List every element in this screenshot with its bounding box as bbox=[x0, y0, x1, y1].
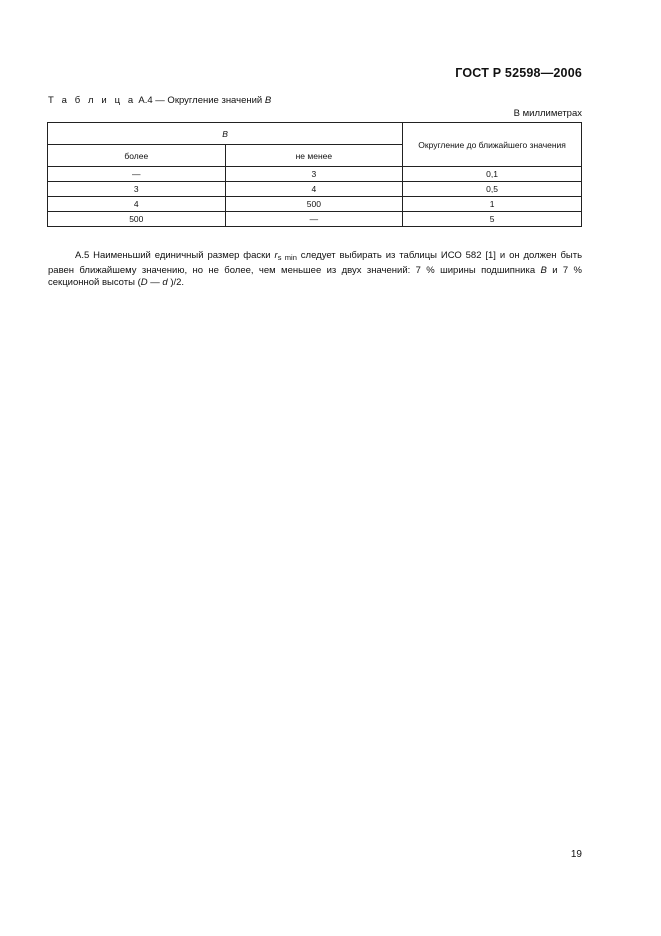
rounding-table bbox=[47, 122, 582, 227]
table-caption-title: А.4 — Округление значений bbox=[138, 95, 263, 106]
cell-more: 4 bbox=[48, 197, 226, 212]
units-note: В миллиметрах bbox=[513, 108, 582, 119]
table-row bbox=[48, 197, 582, 212]
cell-more: 3 bbox=[48, 182, 226, 197]
paragraph-text-1: А.5 Наименьший единичный размер фаски bbox=[75, 250, 275, 261]
cell-not-less: 500 bbox=[225, 197, 403, 212]
table-caption-variable: B bbox=[264, 95, 272, 106]
cell-not-less: 3 bbox=[225, 167, 403, 182]
subscript-s-min: s min bbox=[277, 253, 297, 262]
paragraph-text-5: )/2. bbox=[167, 277, 185, 288]
paragraph-text-4: — bbox=[147, 277, 163, 288]
variable-b: B bbox=[540, 264, 547, 276]
variable-r: r bbox=[274, 250, 278, 261]
cell-more: — bbox=[48, 167, 226, 182]
cell-rounding: 0,1 bbox=[403, 167, 582, 182]
table-row bbox=[48, 212, 582, 227]
header-group-b: B bbox=[48, 123, 403, 145]
cell-rounding: 1 bbox=[403, 197, 582, 212]
variable-d-outer: D bbox=[140, 277, 148, 288]
variable-d-inner: d bbox=[162, 277, 168, 288]
cell-not-less: — bbox=[225, 212, 403, 227]
header-not-less: не менее bbox=[225, 145, 403, 167]
table-row bbox=[48, 182, 582, 197]
page-number: 19 bbox=[570, 849, 582, 860]
document-code: ГОСТ Р 52598—2006 bbox=[455, 66, 582, 80]
cell-rounding: 5 bbox=[403, 212, 582, 227]
paragraph-a5 bbox=[48, 250, 582, 290]
paragraph-text-3: и 7 % секционной высоты ( bbox=[48, 264, 582, 288]
paragraph-text-2: следует выбирать из таблицы ИСО 582 [1] и он должен быть равен ближайшему значению, но не более, чем меньшее из двух значений: 7 % ширины подшипника bbox=[48, 250, 583, 276]
header-more: более bbox=[48, 145, 226, 167]
cell-rounding: 0,5 bbox=[403, 182, 582, 197]
cell-more: 500 bbox=[48, 212, 226, 227]
table-row bbox=[48, 167, 582, 182]
header-rounding: Округление до ближайшего значения bbox=[403, 123, 582, 167]
table-caption bbox=[48, 95, 271, 106]
cell-not-less: 4 bbox=[225, 182, 403, 197]
table-caption-prefix: Т а б л и ц а bbox=[48, 95, 136, 106]
